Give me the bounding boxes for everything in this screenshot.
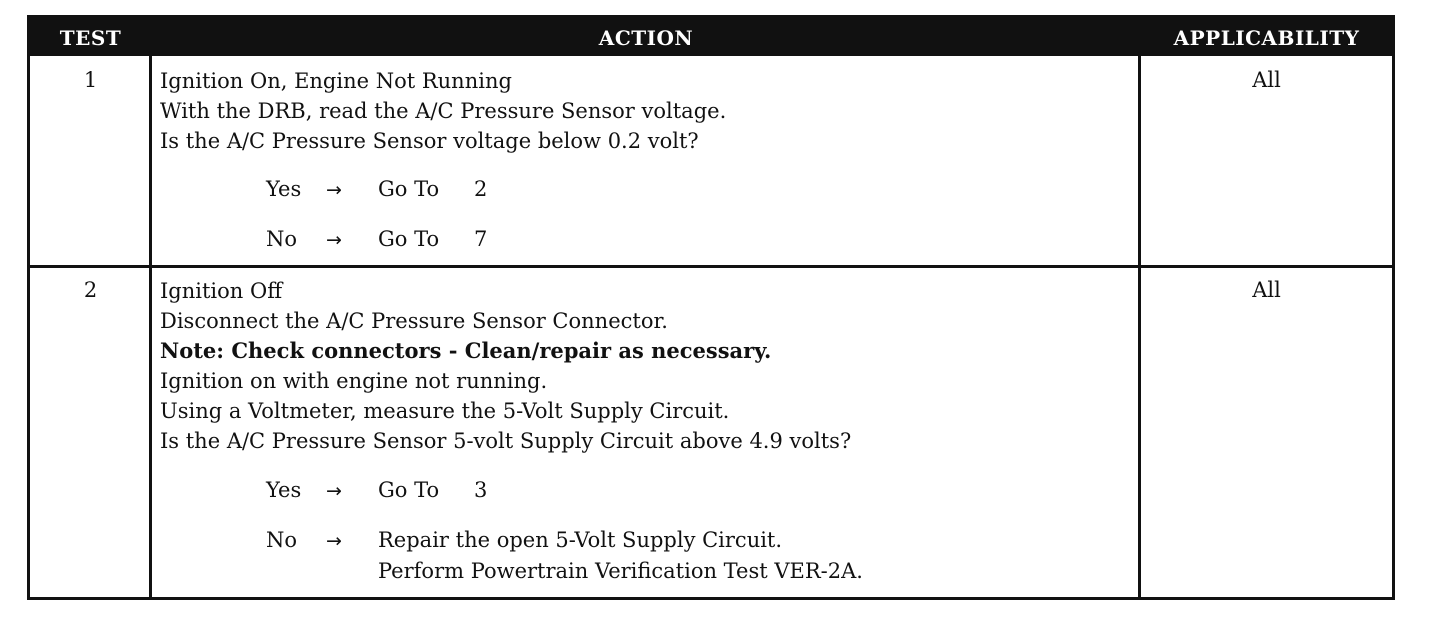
answer-no: No bbox=[266, 528, 298, 552]
goto-label: Go To bbox=[378, 177, 440, 201]
column-divider bbox=[1138, 56, 1141, 597]
answer-yes: Yes bbox=[266, 177, 302, 201]
goto-label: Go To bbox=[378, 227, 440, 251]
table-header bbox=[30, 18, 1392, 56]
applicability-value: All bbox=[1252, 278, 1281, 302]
diagnostic-test-table bbox=[27, 15, 1395, 600]
no-action-line: Perform Powertrain Verification Test VER-2A. bbox=[378, 559, 863, 583]
header-action: ACTION bbox=[598, 26, 694, 50]
answer-yes: Yes bbox=[266, 478, 302, 502]
test-number: 1 bbox=[83, 68, 98, 92]
goto-value: 3 bbox=[474, 478, 488, 502]
no-branch bbox=[266, 525, 1130, 556]
action-note: Note: Check connectors - Clean/repair as necessary. bbox=[160, 338, 772, 363]
header-test: TEST bbox=[59, 26, 122, 50]
goto-value: 7 bbox=[474, 227, 488, 251]
arrow-icon: → bbox=[326, 229, 342, 251]
action-line: Ignition On, Engine Not Running bbox=[160, 69, 512, 93]
action-cell bbox=[160, 66, 1130, 255]
no-branch-continued bbox=[266, 556, 1130, 586]
action-line: With the DRB, read the A/C Pressure Sensor voltage. bbox=[160, 99, 727, 123]
column-divider bbox=[149, 56, 152, 597]
action-line: Ignition Off bbox=[160, 279, 283, 303]
header-applicability: APPLICABILITY bbox=[1173, 26, 1360, 50]
arrow-icon: → bbox=[326, 179, 342, 201]
arrow-icon: → bbox=[326, 530, 342, 552]
action-cell bbox=[160, 276, 1130, 586]
arrow-icon: → bbox=[326, 480, 342, 502]
goto-label: Go To bbox=[378, 478, 440, 502]
action-line: Using a Voltmeter, measure the 5-Volt Supply Circuit. bbox=[160, 399, 730, 423]
no-action-line: Repair the open 5-Volt Supply Circuit. bbox=[378, 528, 783, 552]
answer-no: No bbox=[266, 227, 298, 251]
applicability-value: All bbox=[1252, 68, 1281, 92]
yes-branch bbox=[266, 174, 1130, 205]
row-divider bbox=[30, 265, 1392, 268]
goto-value: 2 bbox=[474, 177, 488, 201]
action-line: Is the A/C Pressure Sensor voltage below 0.2 volt? bbox=[160, 129, 699, 153]
no-branch bbox=[266, 224, 1130, 255]
test-number: 2 bbox=[83, 278, 98, 302]
yes-branch bbox=[266, 475, 1130, 506]
action-line: Disconnect the A/C Pressure Sensor Connector. bbox=[160, 309, 668, 333]
action-line: Is the A/C Pressure Sensor 5-volt Supply Circuit above 4.9 volts? bbox=[160, 429, 852, 453]
action-line: Ignition on with engine not running. bbox=[160, 369, 548, 393]
